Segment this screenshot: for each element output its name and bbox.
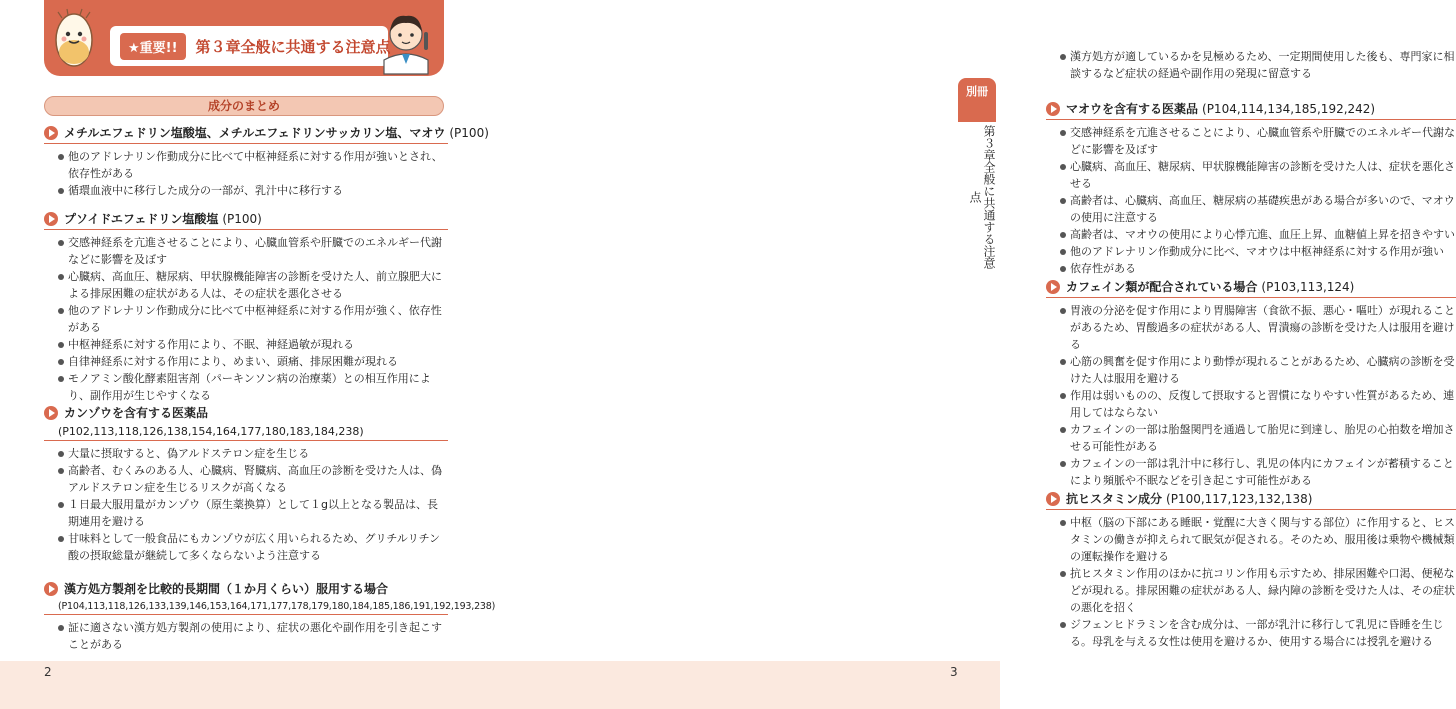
list-item: 心筋の興奮を促す作用により動悸が現れることがあるため、心臓病の診断を受けた人は服用を避ける [1060,353,1456,387]
list-item: 心臓病、高血圧、糖尿病、甲状腺機能障害の診断を受けた人、前立腺肥大による排尿困難の症状がある人は、その症状を悪化させる [58,268,448,302]
arrow-bullet-icon [44,212,58,226]
pill-mascot-icon [52,8,96,70]
section-continued [1046,48,1456,82]
pharmacist-mascot-icon [376,4,436,74]
list-item: 交感神経系を亢進させることにより、心臓血管系や肝臓でのエネルギー代謝などに影響を及ぼす [58,234,448,268]
list-item: 高齢者、むくみのある人、心臓病、腎臓病、高血圧の診断を受けた人は、偽アルドステロン症を生じるリスクが高くなる [58,462,448,496]
section-methylephedrine [44,124,489,199]
list-item: 胃液の分泌を促す作用により胃腸障害（食欲不振、悪心・嘔吐）が現れることがあるため、胃酸過多の症状がある人、胃潰瘍の診断を受けた人は服用を避ける [1060,302,1456,353]
chapter-side-label: 第３章全般に共通する注意点 [968,125,996,269]
list-item: １日最大服用量がカンゾウ（原生薬換算）として１g以上となる製品は、長期連用を避ける [58,496,448,530]
arrow-bullet-icon [1046,280,1060,294]
section-title: 漢方処方製剤を比較的長期間（１か月くらい）服用する場合 [44,580,448,599]
list-item: 証に適さない漢方処方製剤の使用により、症状の悪化や副作用を引き起こすことがある [58,619,448,653]
list-item: 作用は弱いものの、反復して摂取すると習慣になりやすい性質があるため、連用してはならない [1060,387,1456,421]
list-item: 循環血液中に移行した成分の一部が、乳汁中に移行する [58,182,448,199]
list-item: モノアミン酸化酵素阻害剤（パーキンソン病の治療薬）との相互作用により、副作用が生じやすくなる [58,370,448,404]
banner-label-box [110,26,391,66]
list-item: 依存性がある [1060,260,1456,277]
list-item: 中枢神経系に対する作用により、不眠、神経過敏が現れる [58,336,448,353]
list-item: 他のアドレナリン作動成分に比べ、マオウは中枢神経系に対する作用が強い [1060,243,1456,260]
arrow-bullet-icon [1046,102,1060,116]
list-item: 他のアドレナリン作動成分に比べて中枢神経系に対する作用が強く、依存性がある [58,302,448,336]
section-title: マオウを含有する医薬品 (P104,114,134,185,192,242) [1046,100,1456,120]
list-item: 中枢（脳の下部にある睡眠・覚醒に大きく関与する部位）に作用すると、ヒスタミンの働きが抑えられて眠気が促される。そのため、服用後は乗物や機械類の運転操作を避ける [1060,514,1456,565]
list-item: 大量に摂取すると、偽アルドステロン症を生じる [58,445,448,462]
arrow-bullet-icon [44,126,58,140]
list-item: 他のアドレナリン作動成分に比べて中枢神経系に対する作用が強いとされ、依存性がある [58,148,448,182]
page-number: 2 [44,665,52,679]
list-item: 交感神経系を亢進させることにより、心臓血管系や肝臓でのエネルギー代謝などに影響を及ぼす [1060,124,1456,158]
right-page [500,0,1455,709]
list-item: 自律神経系に対する作用により、めまい、頭痛、排尿困難が現れる [58,353,448,370]
list-item: 高齢者は、心臓病、高血圧、糖尿病の基礎疾患がある場合が多いので、マオウの使用に注意する [1060,192,1456,226]
section-title: プソイドエフェドリン塩酸塩 (P100) [44,210,448,230]
left-page [0,0,500,709]
section-antihistamine [1046,490,1456,650]
section-title: カンゾウを含有する医薬品 [44,404,448,423]
section-title: 抗ヒスタミン成分 (P100,117,123,132,138) [1046,490,1456,510]
important-badge: ★重要!! [120,33,186,60]
section-maou [1046,100,1456,277]
list-item: ジフェンヒドラミンを含む成分は、一部が乳汁に移行して乳児に昏睡を生じる。母乳を与える女性は使用を避けるか、使用する場合には授乳を避ける [1060,616,1456,650]
list-item: 心臓病、高血圧、糖尿病、甲状腺機能障害の診断を受けた人は、症状を悪化させる [1060,158,1456,192]
chapter-title: 第３章全般に共通する注意点 [195,37,391,56]
summary-heading: 成分のまとめ [44,96,444,116]
section-pseudoephedrine [44,210,448,404]
arrow-bullet-icon [1046,492,1060,506]
section-title: メチルエフェドリン塩酸塩、メチルエフェドリンサッカリン塩、マオウ (P100) [44,124,448,144]
section-kanzou [44,404,448,564]
list-item: 漢方処方が適しているかを見極めるため、一定期間使用した後も、専門家に相談するなど症状の経過や副作用の発現に留意する [1060,48,1456,82]
section-caffeine [1046,278,1456,489]
list-item: 抗ヒスタミン作用のほかに抗コリン作用も示すため、排尿困難や口渇、便秘などが現れる。排尿困難の症状がある人、緑内障の診断を受けた人は、その症状の悪化を招く [1060,565,1456,616]
list-item: カフェインの一部は乳汁中に移行し、乳児の体内にカフェインが蓄積することにより頻脈や不眠などを引き起こす可能性がある [1060,455,1456,489]
arrow-bullet-icon [44,582,58,596]
list-item: 高齢者は、マオウの使用により心悸亢進、血圧上昇、血糖値上昇を招きやすい [1060,226,1456,243]
section-kampo-long-term [44,580,496,653]
list-item: カフェインの一部は胎盤関門を通過して胎児に到達し、胎児の心拍数を増加させる可能性がある [1060,421,1456,455]
appendix-tab: 別冊 [958,78,996,122]
page-number: 3 [950,665,958,679]
section-page-refs: (P104,113,118,126,133,139,146,153,164,171,177,178,179,180,184,185,186,191,192,193,238) [44,599,448,615]
arrow-bullet-icon [44,406,58,420]
section-page-refs: (P102,113,118,126,138,154,164,177,180,183,184,238) [44,423,448,441]
section-title: カフェイン類が配合されている場合 (P103,113,124) [1046,278,1456,298]
list-item: 甘味料として一般食品にもカンゾウが広く用いられるため、グリチルリチン酸の摂取総量が継続して多くならないよう注意する [58,530,448,564]
